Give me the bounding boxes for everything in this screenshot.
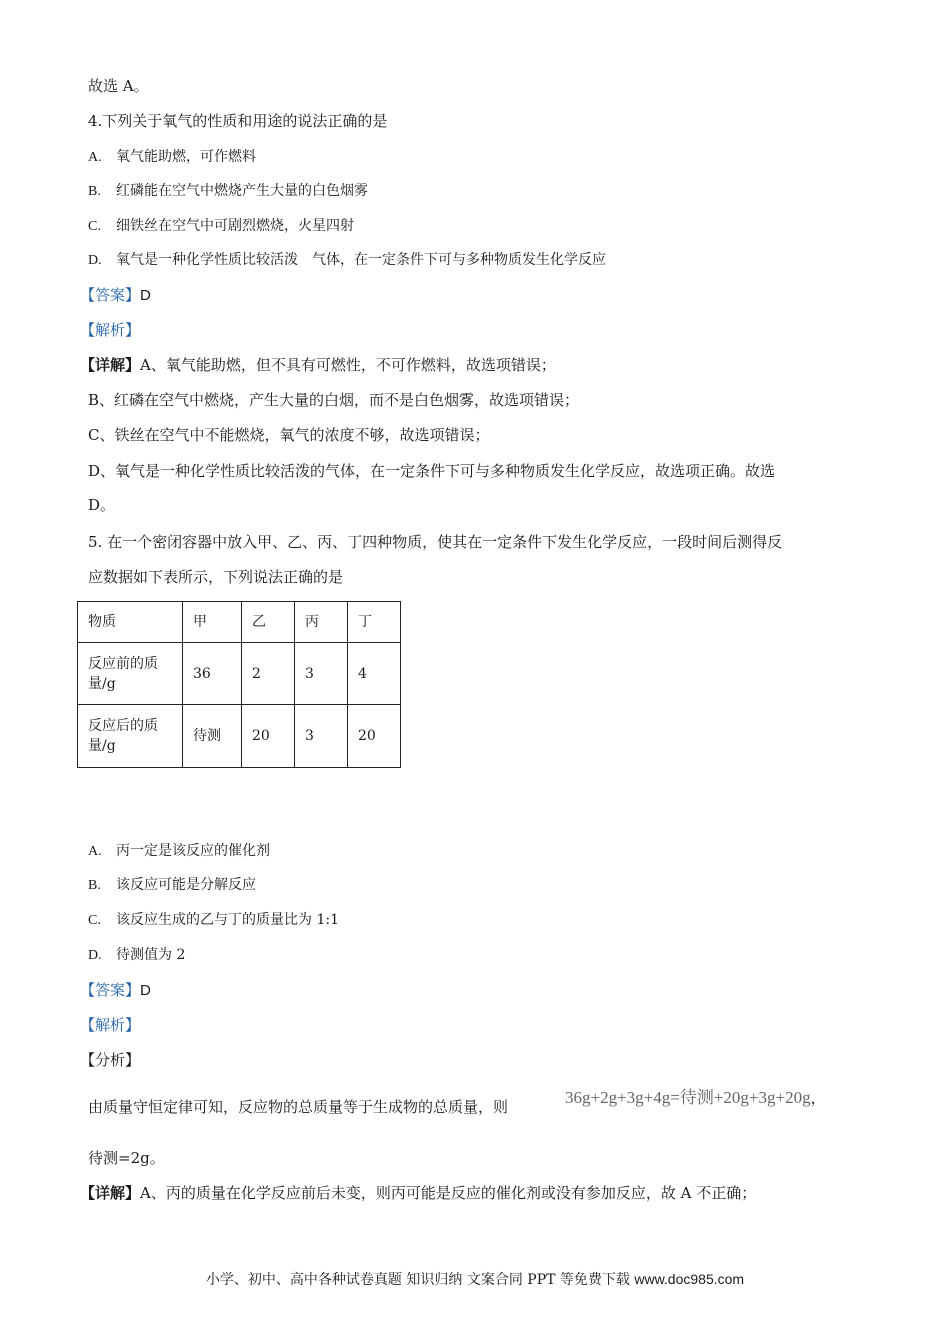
table-row	[78, 705, 401, 768]
q5-stem-line-1: 5. 在一个密闭容器中放入甲、乙、丙、丁四种物质，使其在一定条件下发生化学反应，一段时间后测得反	[88, 533, 783, 551]
footer-text: 小学、初中、高中各种试卷真题 知识归纳 文案合同 PPT 等免费下载	[205, 1272, 630, 1288]
q4-detail-line-5: D。	[88, 496, 116, 514]
q4-detail-line-2: B、红磷在空气中燃烧，产生大量的白烟，而不是白色烟雾，故选项错误；	[88, 391, 580, 409]
table-row-label-line: 反应前的质	[88, 655, 158, 672]
table-header-cell: 物质	[78, 602, 183, 643]
q4-option-a	[88, 147, 256, 168]
table-row	[78, 643, 401, 705]
q5-formula-text: 36g+2g+3g+4g=待测+20g+3g+20g	[565, 1088, 811, 1107]
q4-option-b-label: B.	[88, 184, 101, 199]
table-header-cell: 乙	[242, 602, 295, 643]
table-cell: 20	[242, 705, 295, 768]
table-cell: 3	[295, 643, 348, 705]
footer-url-link[interactable]: www.doc985.com	[634, 1271, 745, 1287]
q4-stem: 4.下列关于氧气的性质和用途的说法正确的是	[88, 112, 388, 130]
q5-option-a	[88, 841, 270, 862]
q4-option-d-text: 氧气是一种化学性质比较活泼 气体，在一定条件下可与多种物质发生化学反应	[116, 252, 606, 268]
table-row-label-line: 量/g	[88, 675, 116, 692]
q5-answer-tag: 【答案】	[80, 981, 141, 999]
q5-option-c	[88, 910, 339, 931]
q4-answer-tag: 【答案】	[80, 286, 141, 304]
table-cell: 待测	[183, 705, 242, 768]
q5-formula-tail: ，	[810, 1089, 826, 1107]
q5-option-a-label: A.	[88, 844, 102, 859]
q5-analyze-tag: 【分析】	[80, 1051, 141, 1069]
table-header-cell: 甲	[183, 602, 242, 643]
q5-data-table	[77, 601, 401, 768]
q5-option-b	[88, 875, 256, 896]
q4-answer-value: D	[140, 287, 151, 304]
q5-option-d-text: 待测值为 2	[116, 947, 186, 963]
q5-answer-value: D	[140, 982, 151, 999]
table-row-label-line: 反应后的质	[88, 718, 158, 734]
q4-detail-line-3: C、铁丝在空气中不能燃烧，氧气的浓度不够，故选项错误；	[88, 426, 490, 444]
table-cell: 3	[295, 705, 348, 768]
q4-option-a-label: A.	[88, 150, 102, 165]
q4-analysis-tag: 【解析】	[80, 321, 141, 339]
table-header-cell: 丁	[348, 602, 401, 643]
q5-answer	[80, 980, 151, 1001]
q4-option-a-text: 氧气能助燃，可作燃料	[116, 149, 256, 165]
page-footer	[0, 1269, 950, 1289]
q5-detail-line-1	[80, 1183, 756, 1203]
q5-analysis-tag: 【解析】	[80, 1016, 141, 1034]
q5-analyze-line-2: 待测=2g。	[88, 1149, 165, 1167]
q5-option-c-text: 该反应生成的乙与丁的质量比为 1:1	[116, 912, 339, 928]
q5-detail-text: A、丙的质量在化学反应前后未变，则丙可能是反应的催化剂或没有参加反应，故 A 不正确；	[140, 1184, 757, 1202]
q4-option-c	[88, 216, 354, 237]
table-header-row	[78, 602, 401, 643]
q4-option-d	[88, 250, 606, 271]
q4-option-b	[88, 181, 368, 202]
table-cell: 20	[348, 705, 401, 768]
q4-detail-text-1: A、氧气能助燃，但不具有可燃性，不可作燃料，故选项错误；	[140, 356, 556, 374]
q4-detail-line-1	[80, 355, 556, 375]
table-row-label	[78, 705, 183, 768]
table-row-label	[78, 643, 183, 705]
q4-answer	[80, 285, 151, 306]
q5-option-c-label: C.	[88, 913, 101, 928]
prev-conclusion: 故选 A。	[88, 77, 149, 95]
q4-detail-tag: 【详解】	[80, 356, 141, 374]
table-cell: 4	[348, 643, 401, 705]
table-cell: 36	[183, 643, 242, 705]
table-header-cell: 丙	[295, 602, 348, 643]
q4-option-c-text: 细铁丝在空气中可剧烈燃烧，火星四射	[116, 218, 354, 234]
q4-option-b-text: 红磷能在空气中燃烧产生大量的白色烟雾	[116, 183, 368, 199]
table-cell: 2	[242, 643, 295, 705]
q4-detail-line-4: D、氧气是一种化学性质比较活泼的气体，在一定条件下可与多种物质发生化学反应，故选项正确。故选	[88, 462, 776, 480]
table-row-label-line: 量/g	[88, 738, 116, 754]
q5-stem-line-2: 应数据如下表所示，下列说法正确的是	[88, 568, 344, 586]
q5-formula	[565, 1083, 826, 1108]
q5-option-b-label: B.	[88, 878, 101, 893]
q5-option-a-text: 丙一定是该反应的催化剂	[116, 843, 270, 859]
q4-option-d-label: D.	[88, 253, 102, 268]
q4-option-c-label: C.	[88, 219, 101, 234]
q5-analyze-line-1: 由质量守恒定律可知，反应物的总质量等于生成物的总质量，则	[88, 1098, 509, 1116]
q5-option-d-label: D.	[88, 948, 102, 963]
q5-option-d	[88, 945, 185, 966]
q5-option-b-text: 该反应可能是分解反应	[116, 877, 256, 893]
q5-detail-tag: 【详解】	[80, 1184, 141, 1202]
